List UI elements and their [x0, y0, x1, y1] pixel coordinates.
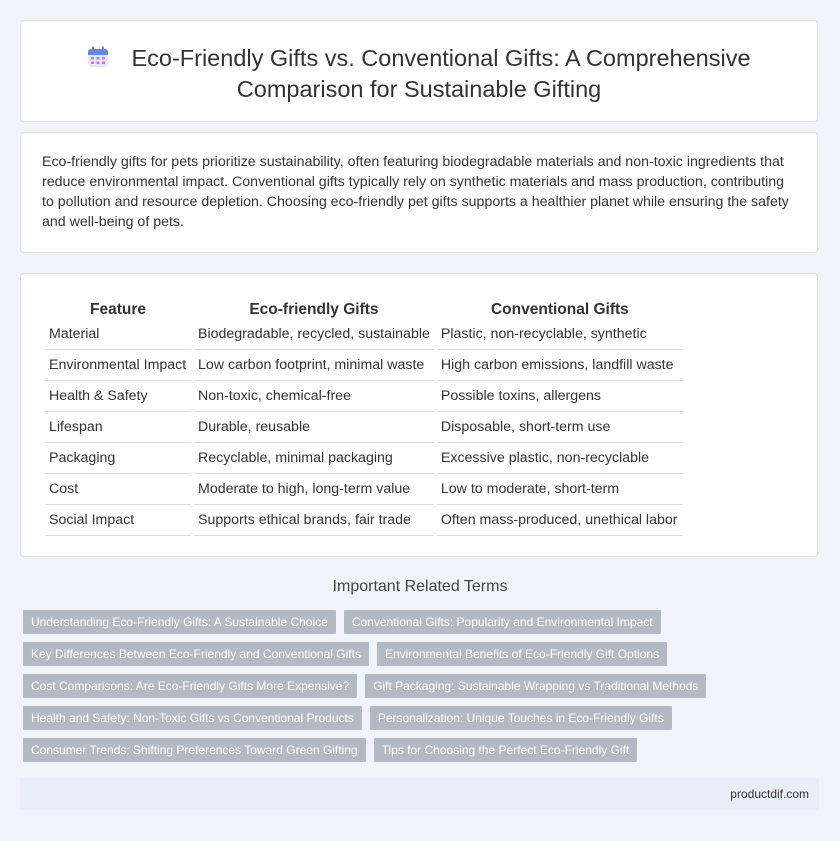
table-cell: Packaging — [45, 443, 191, 474]
tag-row — [23, 610, 813, 634]
related-term-tag[interactable]: Consumer Trends: Shifting Preferences Toward Green Gifting — [23, 738, 366, 762]
page-title: Eco-Friendly Gifts vs. Conventional Gifts: A Comprehensive Comparison for Sustainable Gifting — [131, 45, 751, 102]
tag-row — [23, 706, 813, 730]
intro-card — [20, 132, 818, 253]
intro-paragraph: Eco-friendly gifts for pets prioritize sustainability, often featuring biodegradable materials and non-toxic ingredients that reduce environmental impact. Conventional gifts typically rely on synthetic materials and mass production, contributing to pollution and resource depletion. Choosing eco-friendly pet gifts supports a healthier planet while ensuring the safety and well-being of pets. — [42, 154, 789, 230]
table-row — [45, 505, 683, 536]
table-cell: Non-toxic, chemical-free — [194, 381, 434, 412]
comparison-table — [42, 296, 686, 536]
table-header-row — [45, 296, 683, 319]
table-row — [45, 443, 683, 474]
tag-row — [23, 642, 813, 666]
column-header-feature: Feature — [90, 301, 146, 318]
comparison-card — [20, 273, 818, 557]
table-cell: Moderate to high, long-term value — [194, 474, 434, 505]
related-term-tag[interactable]: Tips for Choosing the Perfect Eco-Friendly Gift — [374, 738, 638, 762]
table-cell: Low carbon footprint, minimal waste — [194, 350, 434, 381]
table-cell: Plastic, non-recyclable, synthetic — [437, 319, 683, 350]
footer-site-link[interactable]: productdif.com — [730, 787, 809, 801]
related-term-tag[interactable]: Key Differences Between Eco-Friendly and Conventional Gifts — [23, 642, 369, 666]
table-cell: Material — [45, 319, 191, 350]
related-term-tag[interactable]: Personalization: Unique Touches in Eco-Friendly Gifts — [370, 706, 672, 730]
table-cell: Social Impact — [45, 505, 191, 536]
tag-row — [23, 738, 813, 762]
related-term-tag[interactable]: Environmental Benefits of Eco-Friendly Gift Options — [377, 642, 667, 666]
table-cell: Cost — [45, 474, 191, 505]
table-cell: Biodegradable, recycled, sustainable — [194, 319, 434, 350]
table-row — [45, 474, 683, 505]
table-cell: Health & Safety — [45, 381, 191, 412]
table-cell: Recyclable, minimal packaging — [194, 443, 434, 474]
table-cell: Environmental Impact — [45, 350, 191, 381]
related-term-tag[interactable]: Cost Comparisons: Are Eco-Friendly Gifts More Expensive? — [23, 674, 357, 698]
table-cell: High carbon emissions, landfill waste — [437, 350, 683, 381]
calendar-icon — [87, 46, 109, 75]
related-term-tag[interactable]: Conventional Gifts: Popularity and Environmental Impact — [344, 610, 661, 634]
column-header-conventional: Conventional Gifts — [490, 301, 629, 318]
header-card — [20, 20, 818, 122]
footer — [20, 778, 819, 810]
table-cell: Supports ethical brands, fair trade — [194, 505, 434, 536]
table-cell: Lifespan — [45, 412, 191, 443]
related-term-tag[interactable]: Gift Packaging: Sustainable Wrapping vs Traditional Methods — [365, 674, 706, 698]
related-term-tag[interactable]: Health and Safety: Non-Toxic Gifts vs Conventional Products — [23, 706, 362, 730]
page-title-container — [21, 44, 817, 104]
table-cell: Disposable, short-term use — [437, 412, 683, 443]
column-header-eco: Eco-friendly Gifts — [249, 301, 379, 318]
table-row — [45, 319, 683, 350]
related-terms-heading: Important Related Terms — [332, 578, 508, 595]
table-cell: Possible toxins, allergens — [437, 381, 683, 412]
table-cell: Excessive plastic, non-recyclable — [437, 443, 683, 474]
related-terms-list — [23, 610, 813, 770]
table-cell: Low to moderate, short-term — [437, 474, 683, 505]
tag-row — [23, 674, 813, 698]
table-row — [45, 412, 683, 443]
related-term-tag[interactable]: Understanding Eco-Friendly Gifts: A Sustainable Choice — [23, 610, 336, 634]
table-row — [45, 350, 683, 381]
table-row — [45, 381, 683, 412]
table-cell: Durable, reusable — [194, 412, 434, 443]
table-cell: Often mass-produced, unethical labor — [437, 505, 683, 536]
